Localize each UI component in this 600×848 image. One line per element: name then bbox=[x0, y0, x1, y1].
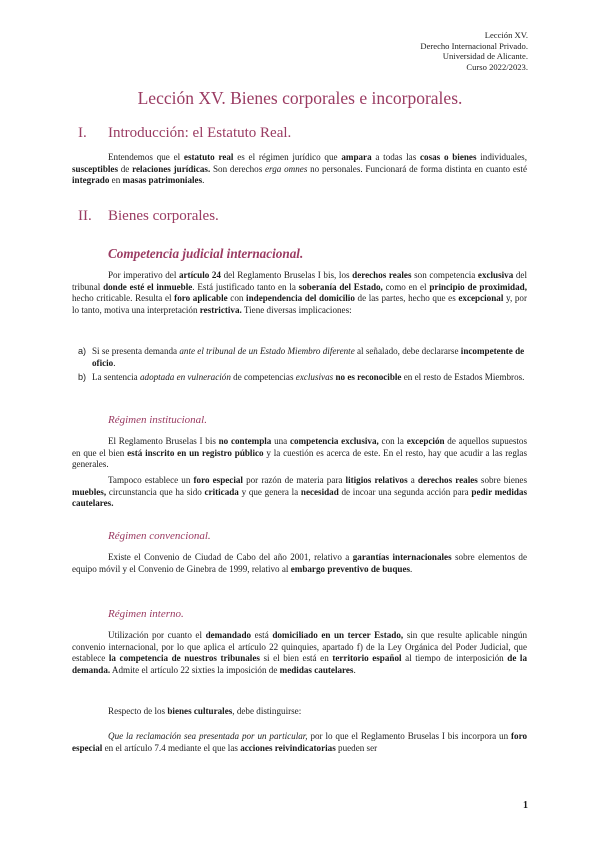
list-marker: b) bbox=[78, 372, 87, 382]
interno-heading: Régimen interno. bbox=[108, 608, 184, 620]
list-item: a) Si se presenta demanda ante el tribunal de un Estado Miembro diferente al señalado, debe declararse incompetente de oficio. bbox=[78, 346, 525, 368]
section-1-heading bbox=[78, 125, 291, 142]
competencia-heading: Competencia judicial internacional. bbox=[108, 246, 304, 261]
page-title: Lección XV. Bienes corporales e incorporales. bbox=[137, 88, 463, 108]
list-item: b) La sentencia adoptada en vulneración de competencias exclusivas no es reconocible en el resto de Estados Miembros. bbox=[78, 372, 525, 382]
header-university: Universidad de Alicante. bbox=[442, 51, 528, 62]
section-2-title: Bienes corporales. bbox=[108, 208, 219, 224]
interno-paragraph-3: Que la reclamación sea presentada por un particular, por lo que el Reglamento Bruselas I bis incorpora un foro especial en el artículo 7.4 mediante el que las acciones reivindicatorias pueden ser bbox=[72, 731, 527, 753]
list-marker: a) bbox=[78, 346, 87, 356]
interno-paragraph-1: Utilización por cuanto el demandado está domiciliado en un tercer Estado, sin que resulte aplicable ningún convenio internacional, por lo que aplica el artículo 22 quinquies, apartado f) de la Ley Orgánica del Poder Judicial, que establece la competencia de nuestros tribunales si el bien está en territorio español al tiempo de interposición de la demanda. Admite el artículo 22 sixties la imposición de medidas cautelares. bbox=[72, 630, 528, 676]
convencional-paragraph: Existe el Convenio de Ciudad de Cabo del año 2001, relativo a garantías internacionales sobre elementos de equipo móvil y el Convenio de Ginebra de 1999, relativo al embargo preventivo de buques. bbox=[72, 552, 527, 574]
section-2-number: II. bbox=[78, 208, 92, 224]
intro-paragraph: Entendemos que el estatuto real es el régimen jurídico que ampara a todas las cosas o bienes individuales, susceptibles de relaciones jurídicas. Son derechos erga omnes no personales. Funcionará de forma distinta en cuanto esté integrado en masas patrimoniales. bbox=[72, 152, 527, 186]
institucional-paragraph-2: Tampoco establece un foro especial por razón de materia para litigios relativos a derechos reales sobre bienes muebles, circunstancia que ha sido criticada y que genera la necesidad de incoar una segunda acción para pedir medidas cautelares. bbox=[72, 475, 527, 509]
header-year: Curso 2022/2023. bbox=[466, 61, 528, 72]
header-lesson: Lección XV. bbox=[484, 30, 528, 40]
institucional-heading: Régimen institucional. bbox=[108, 414, 207, 426]
convencional-heading: Régimen convencional. bbox=[108, 530, 211, 542]
section-2-heading bbox=[78, 208, 219, 225]
institucional-paragraph-1: El Reglamento Bruselas I bis no contempla una competencia exclusiva, con la excepción de aquellos supuestos en que el bien está inscrito en un registro público y la cuestión es acerca de este. En el resto, hay que acudir a las reglas generales. bbox=[72, 436, 528, 470]
page-number: 1 bbox=[523, 800, 528, 811]
section-1-title: Introducción: el Estatuto Real. bbox=[108, 125, 292, 141]
section-1-number: I. bbox=[78, 125, 87, 141]
interno-paragraph-2: Respecto de los bienes culturales, debe distinguirse: bbox=[108, 706, 302, 716]
competencia-paragraph: Por imperativo del artículo 24 del Reglamento Bruselas I bis, los derechos reales son competencia exclusiva del tribunal donde esté el inmueble. Está justificado tanto en la soberanía del Estado, como en el principio de proximidad, hecho criticable. Resulta el foro aplicable con independencia del domicilio de las partes, hecho que es excepcional y, por lo tanto, motiva una interpretación restrictiva. Tiene diversas implicaciones: bbox=[72, 270, 527, 316]
header-subject: Derecho Internacional Privado. bbox=[420, 40, 528, 51]
page-header bbox=[420, 30, 528, 72]
